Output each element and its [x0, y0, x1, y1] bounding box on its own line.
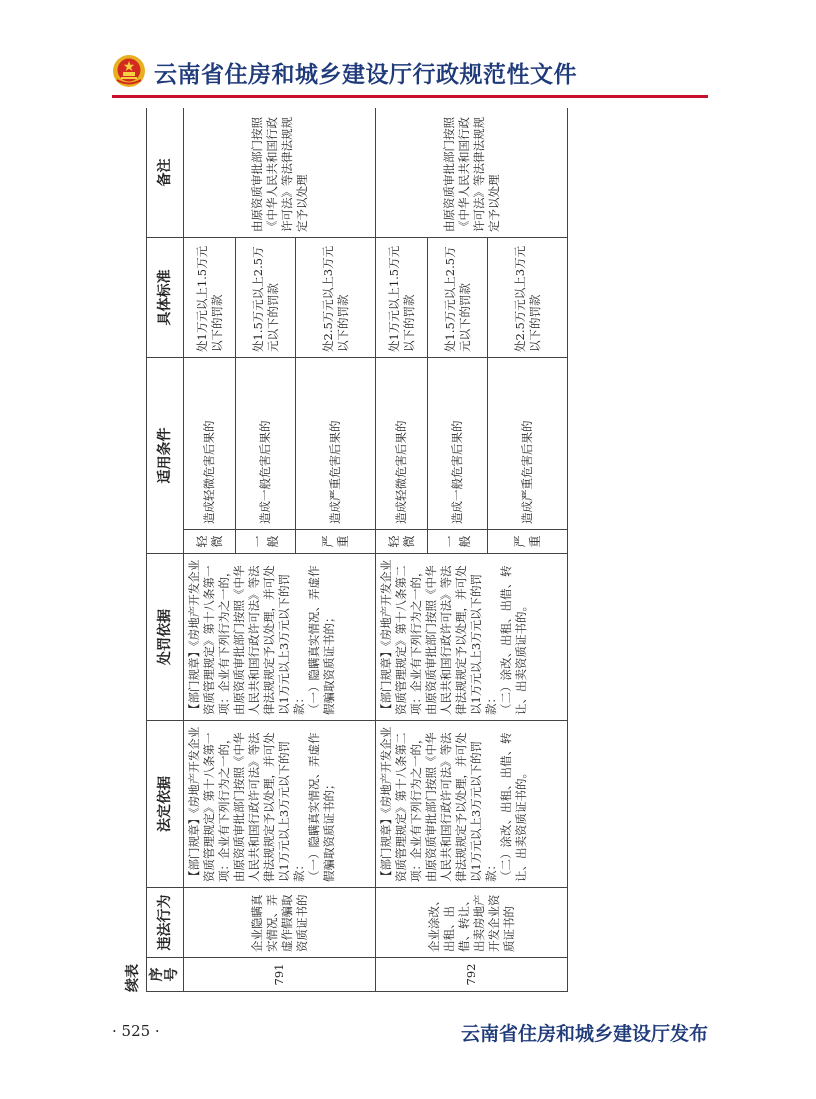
condition-cell: 造成一般危害后果的 [428, 358, 488, 530]
standard-cell: 处1.5万元以上2.5万元以下的罚款 [236, 238, 296, 358]
table-header-row [147, 108, 184, 992]
row-seq: 791 [184, 958, 376, 992]
table-row [184, 108, 236, 992]
row-legal-basis: 【部门规章】《房地产开发企业资质管理规定》第十八条第一项：企业有下列行为之一的，由原资质审批部门按照《中华人民共和国行政许可法》等法律法规规定予以处理，并可处以1万元以上3万元以下的罚款： （一）隐瞒真实情况、弄虚作假骗取资质证书的； [184, 721, 376, 888]
col-header-seq: 序号 [147, 958, 184, 992]
condition-cell: 造成轻微危害后果的 [376, 358, 428, 530]
col-header-std: 具体标准 [147, 238, 184, 358]
row-violation: 企业涂改、出租、出借、转让、出卖房地产开发企业资质证书的 [376, 888, 568, 958]
table-row [376, 108, 428, 992]
col-header-penalty: 处罚依据 [147, 554, 184, 721]
row-seq: 792 [376, 958, 568, 992]
level-label: 轻微 [376, 530, 428, 554]
col-header-note: 备注 [147, 108, 184, 238]
page-header [112, 54, 712, 94]
publisher-label: 云南省住房和城乡建设厅发布 [460, 1023, 708, 1045]
condition-cell: 造成严重危害后果的 [296, 358, 376, 530]
page-number: · 525 · [112, 1022, 160, 1040]
penalty-standards-table [146, 108, 568, 992]
condition-cell: 造成严重危害后果的 [488, 358, 568, 530]
col-header-cond: 适用条件 [147, 358, 184, 554]
row-violation: 企业隐瞒真实情况、弄虚作假骗取资质证书的 [184, 888, 376, 958]
continued-label: 续表 [125, 964, 141, 992]
row-penalty-basis: 【部门规章】《房地产开发企业资质管理规定》第十八条第一项：企业有下列行为之一的，由原资质审批部门按照《中华人民共和国行政许可法》等法律法规规定予以处理，并可处以1万元以上3万元以下的罚款： （一）隐瞒真实情况、弄虚作假骗取资质证书的； [184, 554, 376, 721]
rotated-table-canvas [122, 108, 570, 992]
level-label: 轻微 [184, 530, 236, 554]
col-header-legal: 法定依据 [147, 721, 184, 888]
row-note: 由原资质审批部门按照《中华人民共和国行政许可法》等法律法规规定予以处理 [184, 108, 376, 238]
standard-cell: 处2.5万元以上3万元以下的罚款 [488, 238, 568, 358]
header-divider [112, 95, 708, 98]
col-header-act: 违法行为 [147, 888, 184, 958]
standard-cell: 处1万元以上1.5万元以下的罚款 [184, 238, 236, 358]
document-series-title: 云南省住房和城乡建设厅行政规范性文件 [154, 62, 577, 88]
standard-cell: 处1.5万元以上2.5万元以下的罚款 [428, 238, 488, 358]
rotated-table-area [122, 108, 570, 992]
national-emblem-icon [112, 54, 146, 88]
level-label: 严重 [296, 530, 376, 554]
condition-cell: 造成一般危害后果的 [236, 358, 296, 530]
standard-cell: 处2.5万元以上3万元以下的罚款 [296, 238, 376, 358]
level-label: 一般 [236, 530, 296, 554]
row-penalty-basis: 【部门规章】《房地产开发企业资质管理规定》第十八条第二项：企业有下列行为之一的，由原资质审批部门按照《中华人民共和国行政许可法》等法律法规规定予以处理，并可处以1万元以上3万元以下的罚款： （二）涂改、出租、出借、转让、出卖资质证书的。 [376, 554, 568, 721]
row-legal-basis: 【部门规章】《房地产开发企业资质管理规定》第十八条第二项：企业有下列行为之一的，由原资质审批部门按照《中华人民共和国行政许可法》等法律法规规定予以处理，并可处以1万元以上3万元以下的罚款： （二）涂改、出租、出借、转让、出卖资质证书的。 [376, 721, 568, 888]
row-note: 由原资质审批部门按照《中华人民共和国行政许可法》等法律法规规定予以处理 [376, 108, 568, 238]
standard-cell: 处1万元以上1.5万元以下的罚款 [376, 238, 428, 358]
level-label: 严重 [488, 530, 568, 554]
level-label: 一般 [428, 530, 488, 554]
condition-cell: 造成轻微危害后果的 [184, 358, 236, 530]
